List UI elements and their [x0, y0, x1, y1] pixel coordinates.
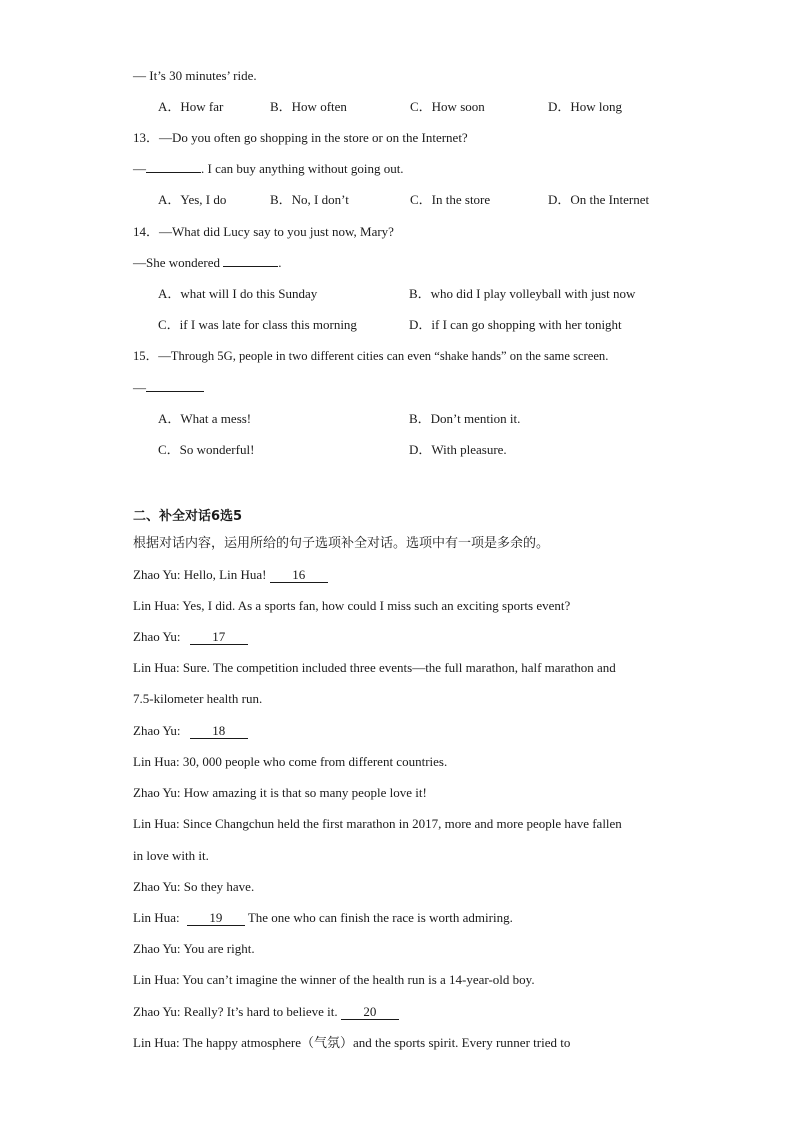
- dialogue-line: in love with it.: [133, 848, 209, 863]
- q13-number: 13．: [133, 130, 160, 145]
- q12-option-d: D．How long: [548, 99, 623, 114]
- q12-option-b: B．How often: [270, 99, 347, 114]
- q13-reply: — . I can buy anything without going out.: [133, 161, 404, 176]
- q15-prompt-text: —Through 5G, people in two different cities can even “shake hands” on the same screen.: [158, 349, 609, 363]
- section-instruction: 根据对话内容，运用所给的句子选项补全对话。选项中有一项是多余的。: [133, 536, 550, 551]
- dialogue-line: Zhao Yu: Really? It’s hard to believe it. 20: [133, 1004, 399, 1020]
- q12-option-a: A．How far: [158, 99, 224, 114]
- dialogue-line: Lin Hua: The happy atmosphere（气氛）and the sports spirit. Every runner tried to: [133, 1035, 571, 1050]
- dialogue-line: Zhao Yu: 18: [133, 723, 248, 739]
- dialogue-line: Zhao Yu: So they have.: [133, 879, 255, 894]
- answer-blank-16: 16: [270, 568, 328, 583]
- dialogue-line: Zhao Yu: You are right.: [133, 941, 255, 956]
- q14-option-d: D．if I can go shopping with her tonight: [409, 317, 622, 332]
- q15-option-c: C．So wonderful!: [158, 442, 255, 457]
- section-title: 二、补全对话6选5: [133, 509, 243, 524]
- dialogue-line: Lin Hua: 19 The one who can finish the race is worth admiring.: [133, 910, 513, 925]
- q13-option-a: A．Yes, I do: [158, 192, 227, 207]
- q14-option-a: A．what will I do this Sunday: [158, 286, 318, 301]
- dialogue-line: Lin Hua: 30, 000 people who come from different countries.: [133, 754, 448, 769]
- dialogue-line: Lin Hua: Since Changchun held the first marathon in 2017, more and more people have fallen: [133, 816, 622, 831]
- q15-option-a: A．What a mess!: [158, 411, 252, 426]
- q15-option-d: D．With pleasure.: [409, 442, 507, 457]
- dialogue-line: 7.5-kilometer health run.: [133, 691, 263, 706]
- q13-option-d: D．On the Internet: [548, 192, 650, 207]
- q12-answer-line: — It’s 30 minutes’ ride.: [133, 68, 257, 83]
- q13-prompt: [133, 130, 468, 146]
- q15-number: 15．: [133, 349, 159, 363]
- q13-option-b: B．No, I don’t: [270, 192, 349, 207]
- answer-blank-18: 18: [190, 724, 248, 739]
- q14-option-b: B．who did I play volleyball with just now: [409, 286, 636, 301]
- q12-option-c: C．How soon: [410, 99, 485, 114]
- q13-option-c: C．In the store: [410, 192, 491, 207]
- q15-option-b: B．Don’t mention it.: [409, 411, 521, 426]
- dialogue-line: Zhao Yu: How amazing it is that so many people love it!: [133, 785, 427, 800]
- q15-prompt: [133, 348, 608, 364]
- q13-blank: [146, 172, 201, 173]
- q15-blank: [146, 391, 204, 392]
- dialogue-line: Zhao Yu: Hello, Lin Hua! 16: [133, 567, 328, 583]
- q14-blank: [223, 266, 278, 267]
- q14-option-c: C．if I was late for class this morning: [158, 317, 357, 332]
- q13-prompt-text: —Do you often go shopping in the store or on the Internet?: [159, 130, 468, 145]
- q14-prompt-text: —What did Lucy say to you just now, Mary?: [159, 224, 394, 239]
- answer-blank-20: 20: [341, 1005, 399, 1020]
- dialogue-line: Lin Hua: You can’t imagine the winner of the health run is a 14-year-old boy.: [133, 972, 535, 987]
- q14-reply: —She wondered .: [133, 255, 282, 270]
- dialogue-line: Lin Hua: Sure. The competition included three events—the full marathon, half marathon and: [133, 660, 616, 675]
- q14-number: 14．: [133, 224, 160, 239]
- q14-prompt: [133, 224, 394, 240]
- answer-blank-19: 19: [187, 911, 245, 926]
- dialogue-line: Lin Hua: Yes, I did. As a sports fan, how could I miss such an exciting sports event?: [133, 598, 571, 613]
- q15-reply: —: [133, 380, 204, 396]
- answer-blank-17: 17: [190, 630, 248, 645]
- dialogue-line: Zhao Yu: 17: [133, 629, 248, 645]
